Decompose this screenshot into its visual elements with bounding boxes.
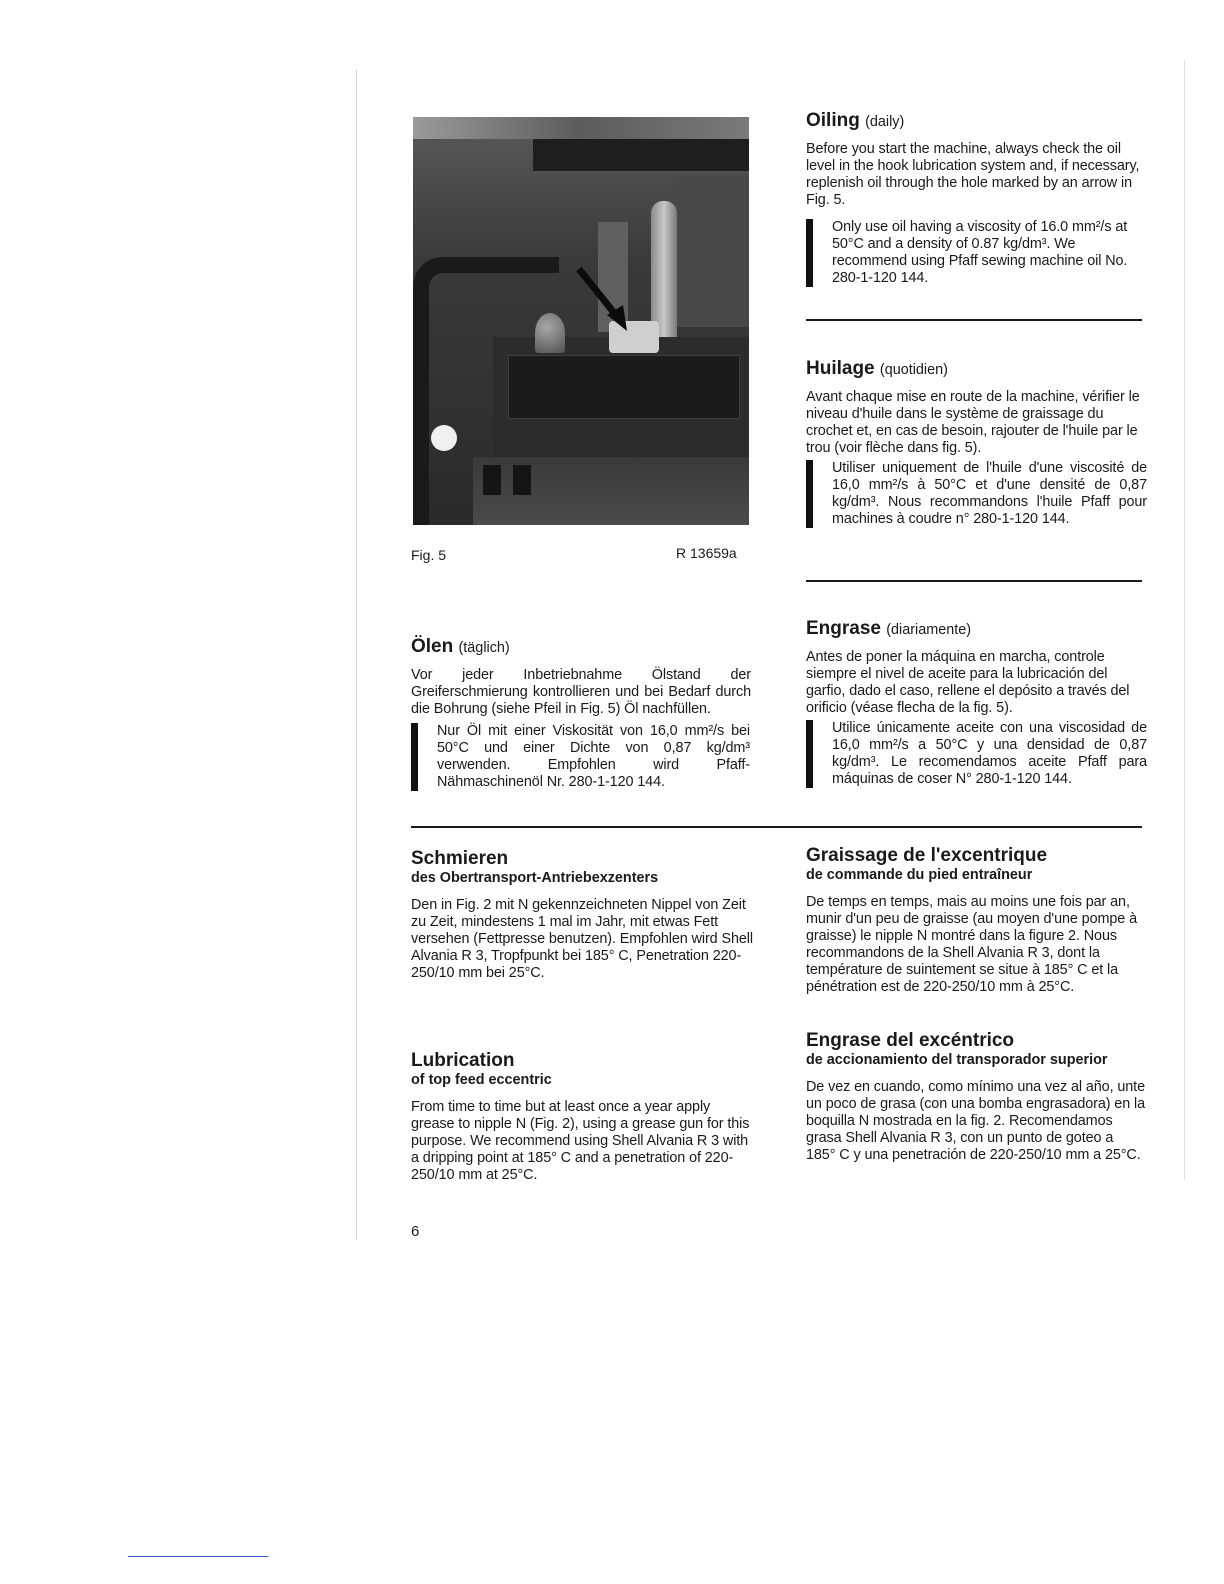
divider-3	[411, 826, 1142, 828]
section-engrase-excentrico	[806, 1030, 1146, 1164]
figure-reference: R 13659a	[676, 545, 737, 561]
footer-link-line	[128, 1556, 268, 1557]
subheading-graissage: de commande du pied entraîneur	[806, 867, 1033, 883]
subheading-engrase-excentrico: de accionamiento del transporador superior	[806, 1052, 1108, 1068]
subheading-schmieren: des Obertransport-Antriebexzenters	[411, 870, 659, 886]
huilage-body: Avant chaque mise en route de la machine, vérifier le niveau d'huile dans le système de graissage du crochet et, en cas de besoin, rajouter de l'huile par le trou (voir flèche dans fig. 5).	[806, 389, 1140, 456]
heading-engrase: Engrase (diariamente)	[806, 618, 972, 639]
oiling-body: Before you start the machine, always check the oil level in the hook lubrication system and, if necessary, replenish oil through the hole marked by an arrow in Fig. 5.	[806, 141, 1140, 208]
figure-label: Fig. 5	[411, 547, 447, 563]
scan-edge-right	[1184, 60, 1185, 1180]
heading-schmieren: Schmieren	[411, 848, 509, 869]
lubrication-body: From time to time but at least once a year apply grease to nipple N (Fig. 2), using a grease gun for this purpose. We recommend using Shell Alvania R 3 with a dripping point at 185° C and a penetration of 220-250/10 mm at 25°C.	[411, 1099, 750, 1183]
section-lubrication	[411, 1050, 756, 1184]
engrase-note: Utilice únicamente aceite con una viscosidad de 16,0 mm²/s a 50°C y una densidad de 0,87 kg/dm³. Le recomendamos aceite Pfaff para máquinas de coser N° 280-1-120 144.	[806, 720, 1147, 788]
oiling-note: Only use oil having a viscosity of 16.0 mm²/s at 50°C and a density of 0.87 kg/dm³. We recommend using Pfaff sewing machine oil No. 280-1-120 144.	[806, 219, 1147, 287]
subheading-lubrication: of top feed eccentric	[411, 1072, 552, 1088]
schmieren-body: Den in Fig. 2 mit N gekennzeichneten Nippel von Zeit zu Zeit, mindestens 1 mal im Jahr, mit etwas Fett versehen (Fettpresse benutzen). Empfohlen wird Shell Alvania R 3, Tropfpunkt bei 185° C, Penetration 220-250/10 mm bei 25°C.	[411, 897, 753, 981]
section-oelen	[411, 636, 751, 718]
huilage-note: Utiliser uniquement de l'huile d'une viscosité de 16,0 mm²/s à 50°C et d'une densité de 0,87 kg/dm³. Nous recommandons l'huile Pfaff pour machines à coudre n° 280-1-120 144.	[806, 460, 1147, 528]
oelen-note: Nur Öl mit einer Viskosität von 16,0 mm²/s bei 50°C und einer Dichte von 0,87 kg/dm³ verwenden. Empfohlen wird Pfaff-Nähmaschinenöl Nr. 280-1-120 144.	[411, 723, 750, 791]
heading-graissage: Graissage de l'excentrique	[806, 845, 1048, 866]
section-graissage	[806, 845, 1146, 996]
divider-1	[806, 319, 1142, 321]
section-schmieren	[411, 848, 756, 982]
arrow-icon	[573, 265, 633, 335]
section-oiling	[806, 110, 1146, 209]
graissage-body: De temps en temps, mais au moins une fois par an, munir d'un peu de graisse (au moyen d'une pompe à graisse) le nipple N montré dans la figure 2. Nous recommandons de la Shell Alvania R 3, dont la température de suintement se situe à 185° C et la pénétration est de 220-250/10 mm à 25°C.	[806, 894, 1137, 995]
engrase-body: Antes de poner la máquina en marcha, controle siempre el nivel de aceite para la lubricación del garfio, dado el caso, rellene el depósito a través del orificio (véase flecha de la fig. 5).	[806, 649, 1130, 716]
oelen-body: Vor jeder Inbetriebnahme Ölstand der Greiferschmierung kontrollieren und bei Bedarf durch die Bohrung (siehe Pfeil in Fig. 5) Öl nachfüllen.	[411, 667, 751, 717]
page-number: 6	[411, 1223, 420, 1240]
heading-oiling: Oiling (daily)	[806, 110, 905, 131]
section-engrase	[806, 618, 1146, 717]
machine-photo	[413, 117, 749, 525]
scan-edge-left	[356, 70, 357, 1240]
heading-oelen: Ölen (täglich)	[411, 636, 510, 657]
engrase-excentrico-body: De vez en cuando, como mínimo una vez al año, unte un poco de grasa (con una bomba engrasadora) en la boquilla N mostrada en la fig. 2. Recomendamos grasa Shell Alvania R 3, con un punto de goteo a 185° C y una penetración de 220-250/10 mm a 25°C.	[806, 1079, 1146, 1163]
heading-lubrication: Lubrication	[411, 1050, 515, 1071]
divider-2	[806, 580, 1142, 582]
heading-huilage: Huilage (quotidien)	[806, 358, 948, 379]
heading-engrase-excentrico: Engrase del excéntrico	[806, 1030, 1015, 1051]
section-huilage	[806, 358, 1146, 457]
